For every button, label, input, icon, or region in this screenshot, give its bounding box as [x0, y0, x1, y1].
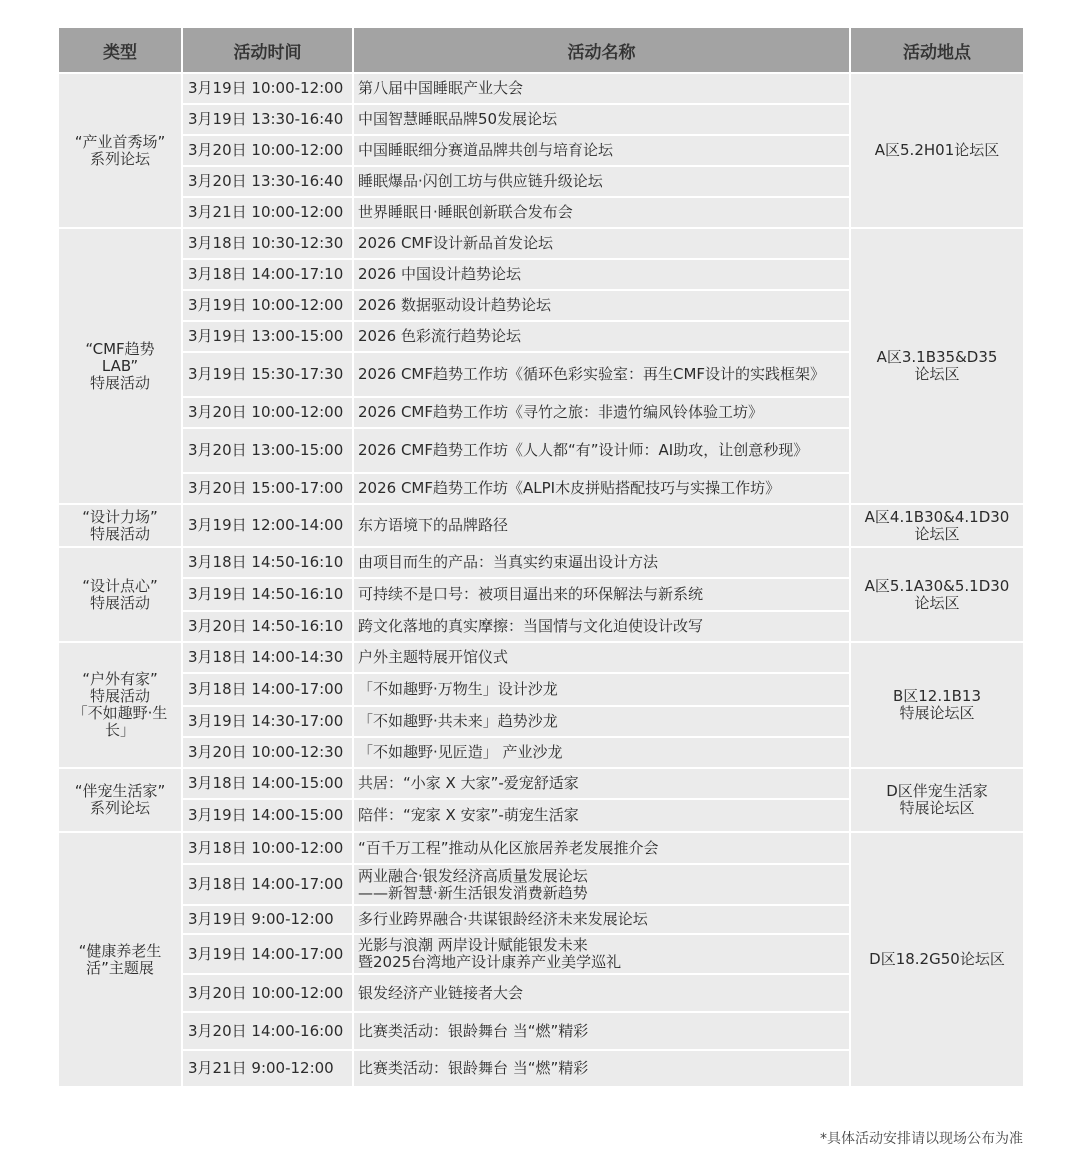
- activity-name-cell: 2026 CMF趋势工作坊《寻竹之旅：非遗竹编风铃体验工坊》: [353, 397, 850, 428]
- table-row: [58, 547, 1024, 578]
- activity-type-cell: “户外有家” 特展活动 「不如趣野·生 长」: [58, 642, 182, 768]
- activity-name-cell: 多行业跨界融合·共谋银龄经济未来发展论坛: [353, 905, 850, 934]
- activity-time-cell: 3月18日 14:00-15:00: [182, 768, 353, 799]
- activity-name-cell: 户外主题特展开馆仪式: [353, 642, 850, 673]
- activity-time-cell: 3月20日 14:50-16:10: [182, 611, 353, 642]
- activity-time-cell: 3月21日 9:00-12:00: [182, 1050, 353, 1087]
- activity-name-cell: 2026 CMF趋势工作坊《人人都“有”设计师：AI助攻，让创意秒现》: [353, 428, 850, 473]
- header-row: [58, 27, 1024, 73]
- activity-time-cell: 3月19日 14:00-15:00: [182, 799, 353, 832]
- activity-name-cell: 中国智慧睡眠品牌50发展论坛: [353, 104, 850, 135]
- table-row: [58, 768, 1024, 799]
- header-venue: 活动地点: [850, 27, 1024, 73]
- activity-name-cell: 睡眠爆品·闪创工坊与供应链升级论坛: [353, 166, 850, 197]
- activity-time-cell: 3月19日 14:30-17:00: [182, 706, 353, 737]
- activity-name-cell: 2026 数据驱动设计趋势论坛: [353, 290, 850, 321]
- activity-name-cell: 第八届中国睡眠产业大会: [353, 73, 850, 104]
- activity-time-cell: 3月19日 14:50-16:10: [182, 578, 353, 611]
- activity-time-cell: 3月21日 10:00-12:00: [182, 197, 353, 228]
- activity-name-cell: 2026 中国设计趋势论坛: [353, 259, 850, 290]
- activity-name-cell: 比赛类活动：银龄舞台 当“燃”精彩: [353, 1012, 850, 1050]
- activity-time-cell: 3月18日 14:00-14:30: [182, 642, 353, 673]
- activity-name-cell: 银发经济产业链接者大会: [353, 974, 850, 1012]
- activity-venue-cell: B区12.1B13 特展论坛区: [850, 642, 1024, 768]
- header-time: 活动时间: [182, 27, 353, 73]
- activity-time-cell: 3月19日 9:00-12:00: [182, 905, 353, 934]
- activity-name-cell: 2026 色彩流行趋势论坛: [353, 321, 850, 352]
- activity-name-cell: 两业融合·银发经济高质量发展论坛 ——新智慧·新生活银发消费新趋势: [353, 864, 850, 905]
- activity-venue-cell: A区4.1B30&4.1D30 论坛区: [850, 504, 1024, 547]
- activity-time-cell: 3月19日 13:30-16:40: [182, 104, 353, 135]
- activity-time-cell: 3月18日 14:50-16:10: [182, 547, 353, 578]
- activity-venue-cell: A区5.2H01论坛区: [850, 73, 1024, 228]
- activity-name-cell: 「不如趣野·万物生」设计沙龙: [353, 673, 850, 706]
- activity-time-cell: 3月19日 13:00-15:00: [182, 321, 353, 352]
- activity-name-cell: 比赛类活动：银龄舞台 当“燃”精彩: [353, 1050, 850, 1087]
- table-row: [58, 228, 1024, 259]
- activity-time-cell: 3月20日 10:00-12:00: [182, 974, 353, 1012]
- activity-name-cell: 「不如趣野·见匠造」 产业沙龙: [353, 737, 850, 768]
- table-row: [58, 832, 1024, 864]
- activity-name-cell: 陪伴：“宠家 X 安家”-萌宠生活家: [353, 799, 850, 832]
- activity-type-cell: “设计点心” 特展活动: [58, 547, 182, 642]
- activity-time-cell: 3月20日 10:00-12:00: [182, 135, 353, 166]
- activity-time-cell: 3月18日 10:00-12:00: [182, 832, 353, 864]
- activity-type-cell: “设计力场” 特展活动: [58, 504, 182, 547]
- header-name: 活动名称: [353, 27, 850, 73]
- table-row: [58, 642, 1024, 673]
- schedule-table: [57, 26, 1025, 1088]
- activity-time-cell: 3月20日 15:00-17:00: [182, 473, 353, 504]
- table-row: [58, 504, 1024, 547]
- activity-time-cell: 3月20日 10:00-12:30: [182, 737, 353, 768]
- activity-name-cell: 2026 CMF趋势工作坊《循环色彩实验室：再生CMF设计的实践框架》: [353, 352, 850, 397]
- activity-name-cell: 光影与浪潮 两岸设计赋能银发未来 暨2025台湾地产设计康养产业美学巡礼: [353, 934, 850, 974]
- activity-name-cell: “百千万工程”推动从化区旅居养老发展推介会: [353, 832, 850, 864]
- activity-time-cell: 3月19日 10:00-12:00: [182, 73, 353, 104]
- footnote: *具体活动安排请以现场公布为准: [820, 1131, 1023, 1147]
- activity-time-cell: 3月19日 14:00-17:00: [182, 934, 353, 974]
- activity-type-cell: “产业首秀场” 系列论坛: [58, 73, 182, 228]
- activity-type-cell: “伴宠生活家” 系列论坛: [58, 768, 182, 832]
- activity-name-cell: 东方语境下的品牌路径: [353, 504, 850, 547]
- activity-time-cell: 3月18日 14:00-17:10: [182, 259, 353, 290]
- activity-type-cell: “CMF趋势 LAB” 特展活动: [58, 228, 182, 504]
- activity-name-cell: 中国睡眠细分赛道品牌共创与培育论坛: [353, 135, 850, 166]
- activity-venue-cell: D区伴宠生活家 特展论坛区: [850, 768, 1024, 832]
- activity-time-cell: 3月20日 13:00-15:00: [182, 428, 353, 473]
- activity-time-cell: 3月20日 14:00-16:00: [182, 1012, 353, 1050]
- activity-name-cell: 跨文化落地的真实摩擦：当国情与文化迫使设计改写: [353, 611, 850, 642]
- activity-time-cell: 3月20日 10:00-12:00: [182, 397, 353, 428]
- activity-name-cell: 由项目而生的产品：当真实约束逼出设计方法: [353, 547, 850, 578]
- activity-venue-cell: A区3.1B35&D35 论坛区: [850, 228, 1024, 504]
- activity-name-cell: 2026 CMF设计新品首发论坛: [353, 228, 850, 259]
- activity-name-cell: 可持续不是口号：被项目逼出来的环保解法与新系统: [353, 578, 850, 611]
- activity-name-cell: 2026 CMF趋势工作坊《ALPI木皮拼贴搭配技巧与实操工作坊》: [353, 473, 850, 504]
- activity-time-cell: 3月18日 14:00-17:00: [182, 673, 353, 706]
- header-type: 类型: [58, 27, 182, 73]
- table-row: [58, 73, 1024, 104]
- activity-time-cell: 3月18日 10:30-12:30: [182, 228, 353, 259]
- activity-type-cell: “健康养老生 活”主题展: [58, 832, 182, 1087]
- activity-time-cell: 3月19日 10:00-12:00: [182, 290, 353, 321]
- activity-venue-cell: D区18.2G50论坛区: [850, 832, 1024, 1087]
- activity-name-cell: 「不如趣野·共未来」趋势沙龙: [353, 706, 850, 737]
- schedule-body: [58, 73, 1024, 1087]
- activity-venue-cell: A区5.1A30&5.1D30 论坛区: [850, 547, 1024, 642]
- activity-time-cell: 3月19日 15:30-17:30: [182, 352, 353, 397]
- activity-name-cell: 共居：“小家 X 大家”-爱宠舒适家: [353, 768, 850, 799]
- activity-time-cell: 3月19日 12:00-14:00: [182, 504, 353, 547]
- activity-name-cell: 世界睡眠日·睡眠创新联合发布会: [353, 197, 850, 228]
- activity-time-cell: 3月18日 14:00-17:00: [182, 864, 353, 905]
- activity-time-cell: 3月20日 13:30-16:40: [182, 166, 353, 197]
